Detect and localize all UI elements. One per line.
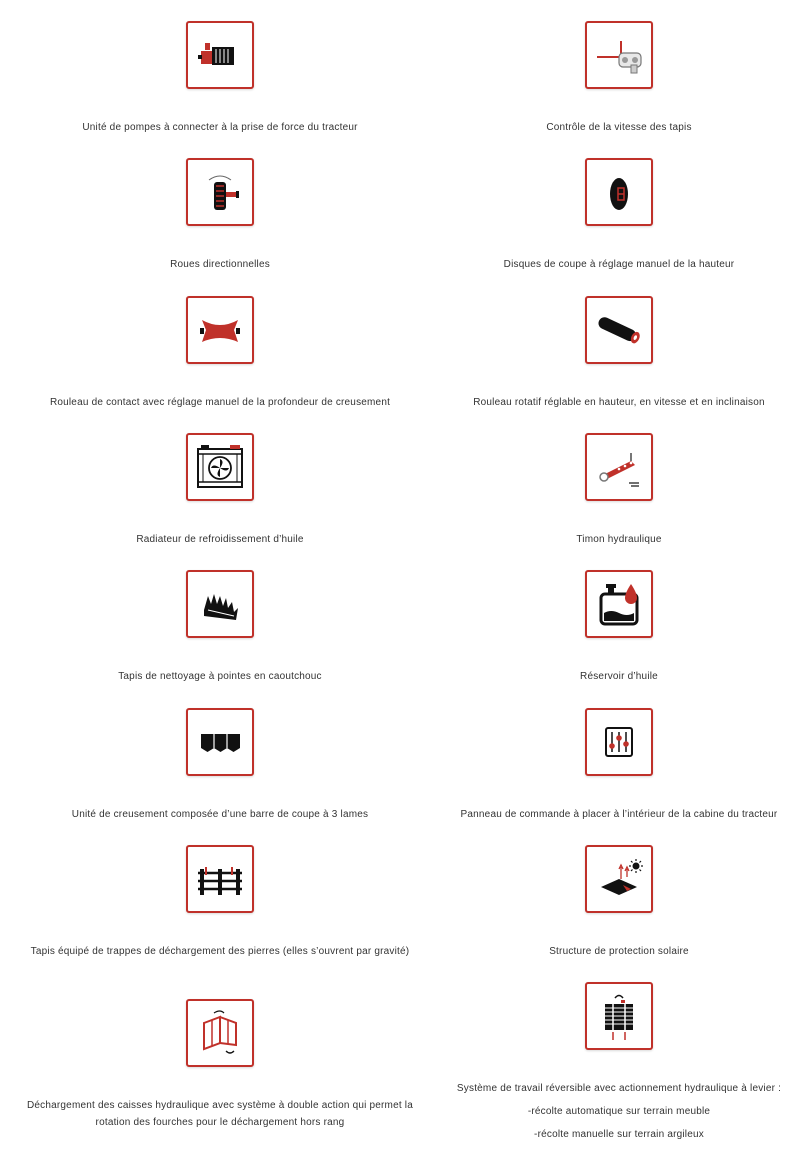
feature-caption: Tapis équipé de trappes de déchargement des pierres (elles s’ouvrent par gravité) (30, 946, 410, 957)
feature-item (20, 296, 420, 411)
feature-item (20, 708, 420, 823)
feature-item (430, 296, 808, 411)
caption-sub-line: -récolte manuelle sur terrain argileux (534, 1129, 704, 1140)
feature-caption: Structure de protection solaire (549, 946, 689, 957)
oil-tank-icon (585, 570, 653, 638)
feature-item (20, 845, 420, 960)
steering-wheel-icon (186, 158, 254, 226)
caption-sub-line: -récolte automatique sur terrain meuble (527, 1106, 711, 1117)
feature-item (20, 570, 420, 685)
reversible-system-icon (585, 982, 653, 1050)
hydraulic-drawbar-icon (585, 433, 653, 501)
feature-caption: Système de travail réversible avec actionnement hydraulique à levier : -récolte automatique sur terrain meuble -récolte manuelle sur terrain argileux (457, 1080, 781, 1143)
cutting-disc-icon (585, 158, 653, 226)
feature-item (20, 433, 420, 548)
pump-unit-icon (186, 21, 254, 89)
feature-item (430, 845, 808, 960)
feature-caption: Réservoir d’huile (580, 671, 658, 682)
feature-item (20, 158, 420, 273)
stone-trap-belt-icon (186, 845, 254, 913)
spiked-belt-icon (186, 570, 254, 638)
rotary-roller-icon (585, 296, 653, 364)
feature-item (430, 982, 808, 1143)
feature-item (430, 21, 808, 136)
feature-caption: Unité de creusement composée d’une barre de coupe à 3 lames (71, 809, 369, 820)
three-blade-icon (186, 708, 254, 776)
control-panel-icon (585, 708, 653, 776)
feature-caption: Contrôle de la vitesse des tapis (546, 122, 692, 133)
feature-caption: Panneau de commande à placer à l’intérieur de la cabine du tracteur (460, 809, 778, 820)
radiator-icon (186, 433, 254, 501)
feature-item (430, 570, 808, 685)
feature-caption: Disques de coupe à réglage manuel de la hauteur (503, 259, 735, 270)
feature-caption: Radiateur de refroidissement d’huile (136, 534, 304, 545)
feature-caption: Déchargement des caisses hydraulique avec système à double action qui permet la rotation des fourches pour le déchargement hors rang (26, 1100, 413, 1128)
feature-item (20, 21, 420, 136)
feature-item (430, 433, 808, 548)
feature-caption: Unité de pompes à connecter à la prise de force du tracteur (82, 122, 358, 133)
sun-shade-icon (585, 845, 653, 913)
feature-caption: Timon hydraulique (576, 534, 662, 545)
feature-item (430, 158, 808, 273)
feature-caption: Rouleau de contact avec réglage manuel de la profondeur de creusement (49, 397, 391, 408)
crate-unload-icon (186, 999, 254, 1067)
feature-caption: Tapis de nettoyage à pointes en caoutchouc (118, 671, 322, 682)
contact-roller-icon (186, 296, 254, 364)
feature-caption: Rouleau rotatif réglable en hauteur, en vitesse et en inclinaison (473, 397, 765, 408)
feature-item (20, 999, 420, 1131)
feature-caption: Roues directionnelles (170, 259, 270, 270)
feature-item (430, 708, 808, 823)
valve-control-icon (585, 21, 653, 89)
